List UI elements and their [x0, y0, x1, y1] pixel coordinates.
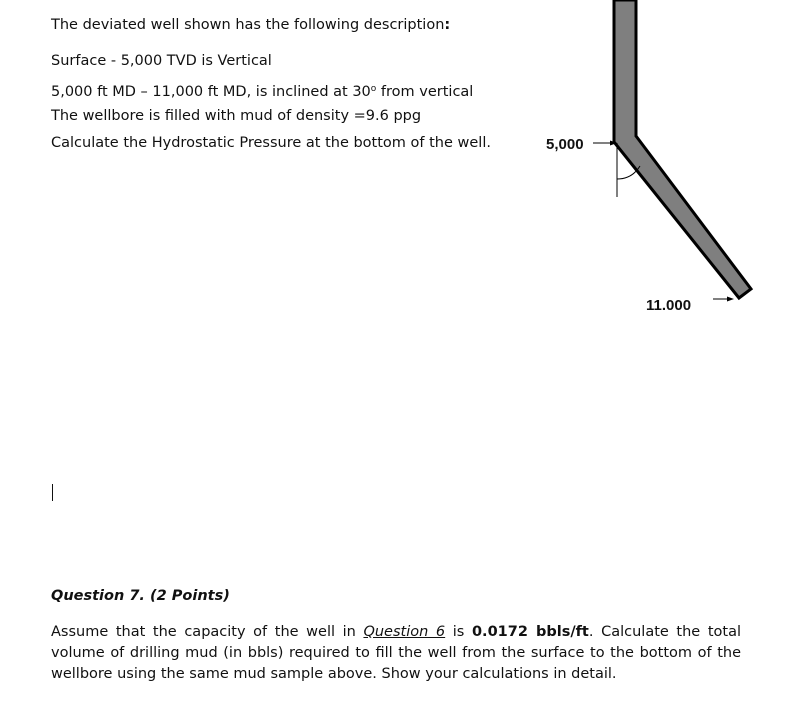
- question-7-body-part2: is: [445, 624, 472, 640]
- bottom-depth-label: 11.000: [646, 297, 692, 314]
- text-cursor: [52, 484, 53, 501]
- intro-line-2: Surface - 5,000 TVD is Vertical: [51, 53, 272, 69]
- intro-line-4: The wellbore is filled with mud of density =9.6 ppg: [51, 108, 422, 124]
- question-7-body: [51, 622, 741, 685]
- question-7-body-part1: Assume that the capacity of the well in: [51, 624, 364, 640]
- capacity-value: 0.0172 bbls/ft: [471, 624, 589, 640]
- bottom-arrow-head: [727, 297, 734, 302]
- intro-line-1-colon: :: [444, 17, 451, 33]
- wellbore: [614, 0, 751, 298]
- intro-line-3-tail: from vertical: [376, 84, 474, 100]
- intro-line-1-text: The deviated well shown has the following description: [51, 17, 445, 33]
- question-7-title: Question 7. (2 Points): [51, 588, 230, 604]
- intro-line-3-text: 5,000 ft MD – 11,000 ft MD, is inclined at 30: [51, 84, 371, 100]
- degree-symbol: o: [370, 84, 377, 94]
- question-7-body-part3: . Calculate the total volume of drilling mud (in bbls) required to fill the well from the surface to the bottom of the wellbore using the same mud sample above. Show your calculations in detail.: [51, 624, 741, 682]
- intro-line-5: Calculate the Hydrostatic Pressure at the bottom of the well.: [51, 135, 491, 151]
- kickoff-depth-label: 5,000: [546, 136, 584, 153]
- question-6-link[interactable]: Question 6: [363, 624, 446, 640]
